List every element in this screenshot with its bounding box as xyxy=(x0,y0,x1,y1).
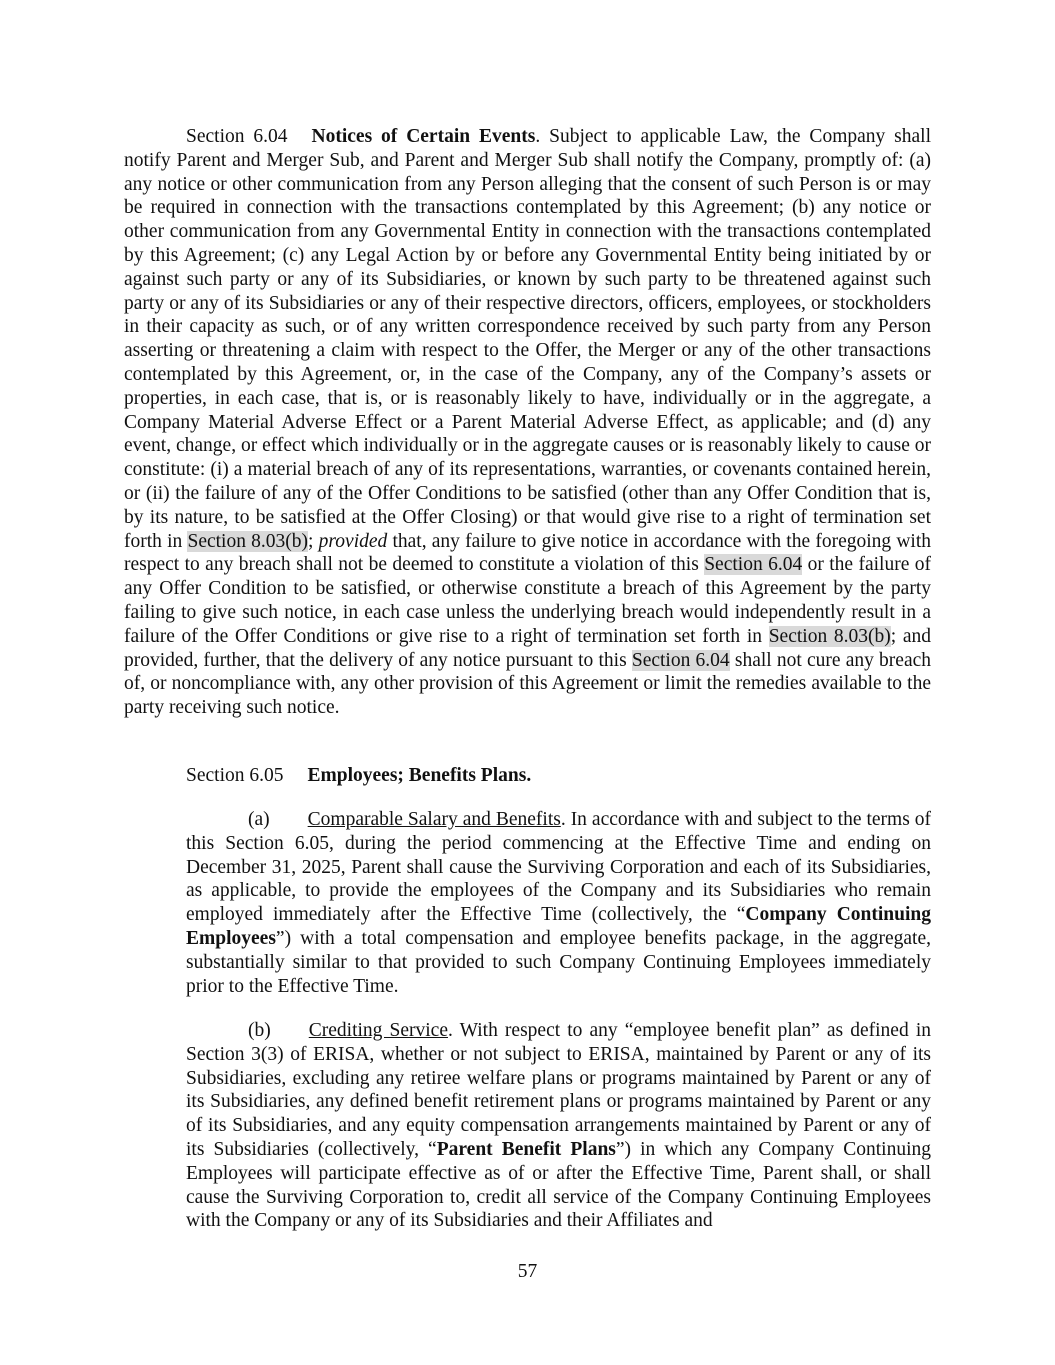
subsection-label: (a) xyxy=(248,809,270,830)
page-number: 57 xyxy=(517,1261,538,1282)
subsection-heading: Crediting Service xyxy=(308,1020,448,1041)
body-text: ; and provided, further, that the delivery of any notice pursuant to this xyxy=(124,625,931,671)
subsection-a-paragraph xyxy=(186,808,931,998)
subsection-b-paragraph xyxy=(186,1019,931,1233)
body-text: . With respect to any “employee benefit plan” as defined in Section 3(3) of ERISA, whether or not subject to ERISA, maintained by Parent or any of its Subsidiaries, excluding any retiree welfare plans or programs maintained by Parent or any of its Subsidiaries, any defined benefit retirement plans or programs maintained by Parent or any of its Subsidiaries, and any equity compensation arrangements maintained by Parent or any of its Subsidiaries (collectively, “ xyxy=(186,1020,931,1160)
section-6-05-heading xyxy=(186,764,531,788)
subsection-heading: Comparable Salary and Benefits xyxy=(307,809,561,830)
body-text: or the failure of any Offer Condition to be satisfied, or otherwise constitute a breach of this Agreement by the party failing to give such notice, in each case unless the underlying breach would independently result in a failure of the Offer Conditions or give rise to a right of termination set forth in xyxy=(124,554,931,647)
cross-reference-link[interactable]: Section 6.04 xyxy=(704,554,803,576)
body-text: . Subject to applicable Law, the Company shall notify Parent and Merger Sub, and Parent and Merger Sub shall notify the Company, promptly of: (a) any notice or other communication from any Person alleging that the consent of such Person is or may be required in connection with the transactions contemplated by this Agreement; (b) any notice or other communication from any Governmental Entity in connection with the transactions contemplated by this Agreement; (c) any Legal Action by or before any Governmental Entity being initiated by or against such party or any of its Subsidiaries, or known by such party to be threatened against such party or any of its Subsidiaries or any of their respective directors, officers, employees, or stockholders in their capacity as such, or of any written correspondence received by such party from any Person asserting or threatening a claim with respect to the Offer, the Merger or any of the other transactions contemplated by this Agreement, or, in the case of the Company, any of the Company’s assets or properties, in each case, that is, or is reasonably likely to have, individually or in the aggregate, a Company Material Adverse Effect or a Parent Material Adverse Effect, as applicable; and (d) any event, change, or effect which individually or in the aggregate causes or is reasonably likely to cause or constitute: (i) a material breach of any of its representations, warranties, or covenants contained herein, or (ii) the failure of any of the Offer Conditions to be satisfied (other than any Offer Condition that is, by its nature, to be satisfied at the Offer Closing) or that would give rise to a right of termination set forth in xyxy=(124,126,931,552)
defined-term: Company Continuing Employees xyxy=(186,904,932,949)
body-text: shall not cure any breach of, or noncompliance with, any other provision of this Agreement or limit the remedies available to the party receiving such notice. xyxy=(124,649,932,719)
section-number: Section 6.04 xyxy=(186,126,288,147)
section-title: Notices of Certain Events xyxy=(311,126,536,147)
cross-reference-link[interactable]: Section 8.03(b) xyxy=(187,530,309,552)
subsection-label: (b) xyxy=(248,1020,271,1041)
section-title: Employees; Benefits Plans. xyxy=(307,765,532,786)
cross-reference-link[interactable]: Section 6.04 xyxy=(631,649,730,671)
body-text: ; xyxy=(308,530,319,552)
body-text: ”) with a total compensation and employee benefits package, in the aggregate, substantially similar to that provided to such Company Continuing Employees immediately prior to the Effective Time. xyxy=(186,927,931,997)
section-6-04-paragraph xyxy=(124,125,931,720)
body-text: that, any failure to give notice in accordance with the foregoing with respect to any breach shall not be deemed to constitute a violation of this xyxy=(124,530,932,576)
body-text: ”) in which any Company Continuing Employees will participate effective as of or after the Effective Time, Parent shall, or shall cause the Surviving Corporation to, credit all service of the Company Continuing Employees with the Company or any of its Subsidiaries and their Affiliates and xyxy=(186,1138,931,1232)
section-number: Section 6.05 xyxy=(186,765,284,786)
body-text: . In accordance with and subject to the terms of this Section 6.05, during the period commencing at the Effective Time and ending on December 31, 2025, Parent shall cause the Surviving Corporation and each of its Subsidiaries, as applicable, to provide the employees of the Company and its Subsidiaries who remain employed immediately after the Effective Time (collectively, the “ xyxy=(186,809,932,926)
defined-proviso: provided xyxy=(318,530,388,552)
defined-term: Parent Benefit Plans xyxy=(436,1138,616,1160)
cross-reference-link[interactable]: Section 8.03(b) xyxy=(768,625,891,647)
